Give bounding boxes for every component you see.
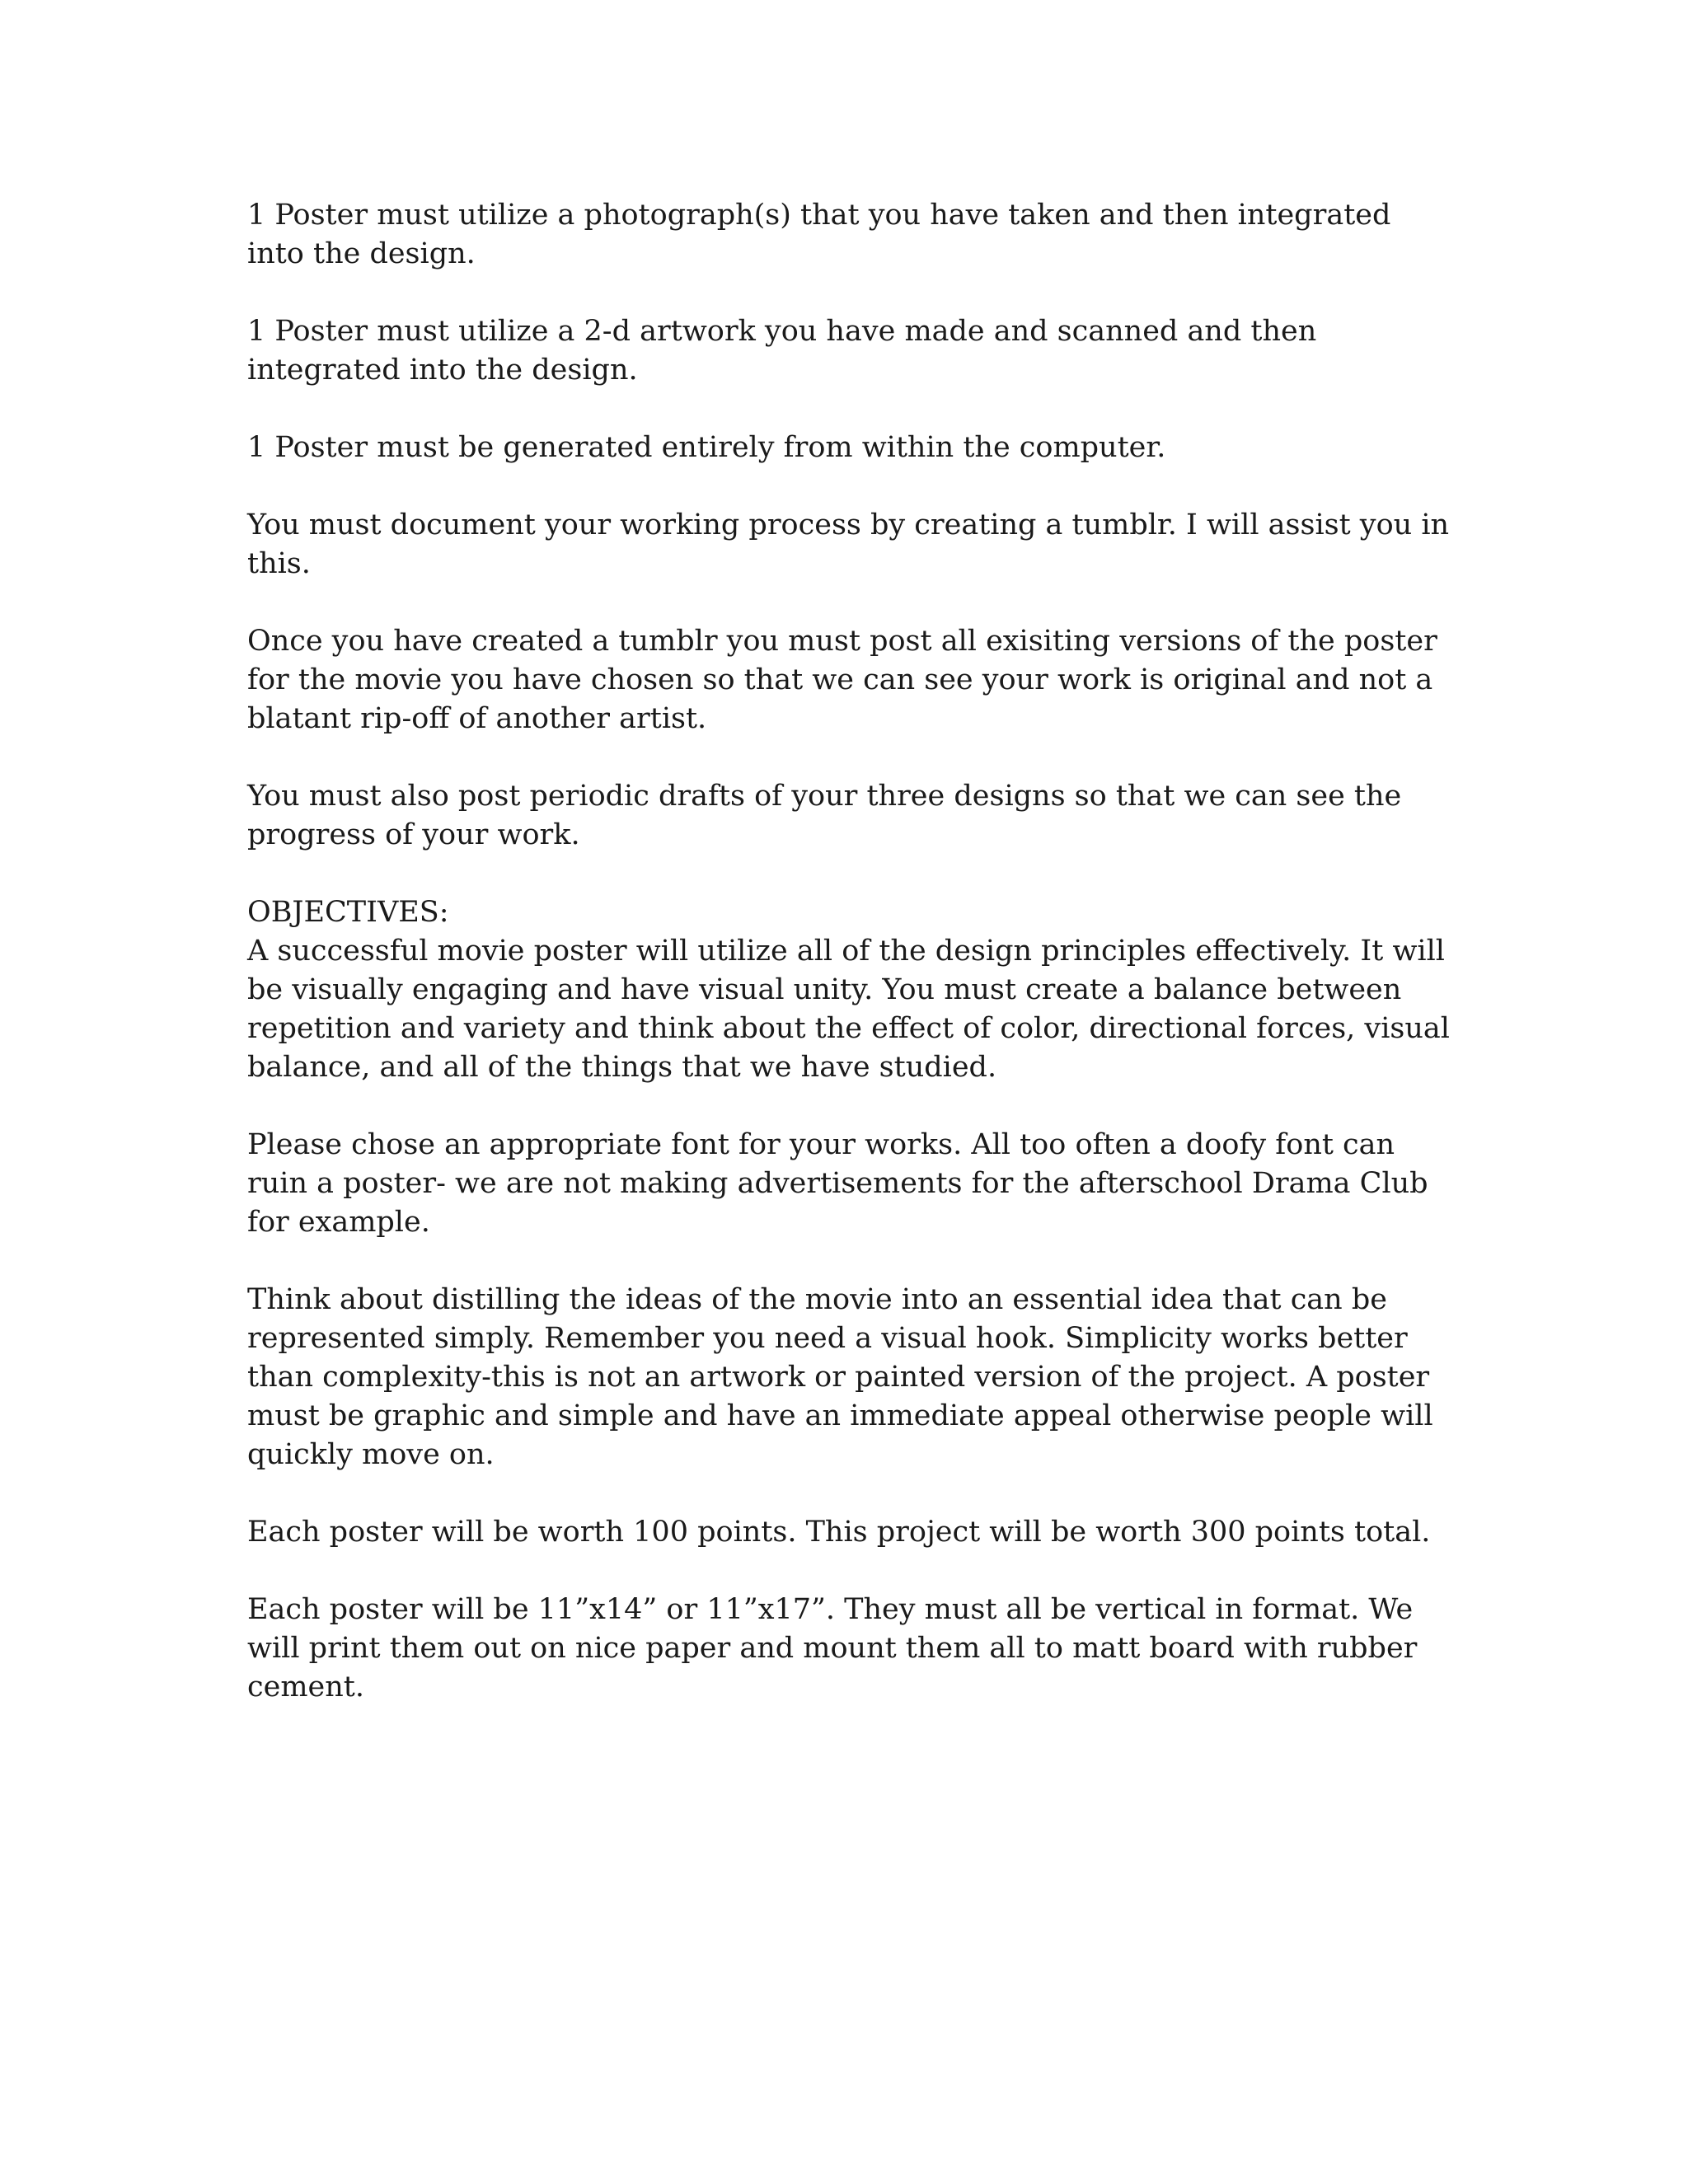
paragraph-tumblr-documentation: You must document your working process by creating a tumblr. I will assist you in this.: [247, 509, 1450, 580]
paragraph-font-choice: Please chose an appropriate font for your works. All too often a doofy font can ruin a poster- we are not making advertisements for the afterschool Drama Club for example.: [247, 1128, 1428, 1239]
document-body: [247, 196, 1451, 1746]
paragraph-format: Each poster will be 11”x14” or 11”x17”. They must all be vertical in format. We will print them out on nice paper and mount them all to matt board with rubber cement.: [247, 1593, 1418, 1704]
paragraph-existing-versions: Once you have created a tumblr you must post all exisiting versions of the poster for the movie you have chosen so that we can see your work is original and not a blatant rip-off of another artist.: [247, 625, 1437, 735]
objectives-heading: OBJECTIVES:: [247, 896, 449, 929]
paragraph-artwork-poster: 1 Poster must utilize a 2-d artwork you have made and scanned and then integrated into the design.: [247, 315, 1317, 387]
paragraph-computer-poster: 1 Poster must be generated entirely from within the computer.: [247, 431, 1166, 464]
paragraph-simplicity: Think about distilling the ideas of the movie into an essential idea that can be represented simply. Remember you need a visual hook. Simplicity works better than complexity-this is not an artwork or painted version of the project. A poster must be graphic and simple and have an immediate appeal otherwise people will quickly move on.: [247, 1283, 1433, 1471]
paragraph-periodic-drafts: You must also post periodic drafts of your three designs so that we can see the progress of your work.: [247, 780, 1402, 851]
paragraph-points: Each poster will be worth 100 points. This project will be worth 300 points total.: [247, 1516, 1431, 1549]
paragraph-photograph-poster: 1 Poster must utilize a photograph(s) that you have taken and then integrated into the design.: [247, 199, 1391, 270]
paragraph-design-principles: A successful movie poster will utilize all of the design principles effectively. It will be visually engaging and have visual unity. You must create a balance between repetition and variety and think about the effect of color, directional forces, visual balance, and all of the things that we have studied.: [247, 935, 1450, 1084]
